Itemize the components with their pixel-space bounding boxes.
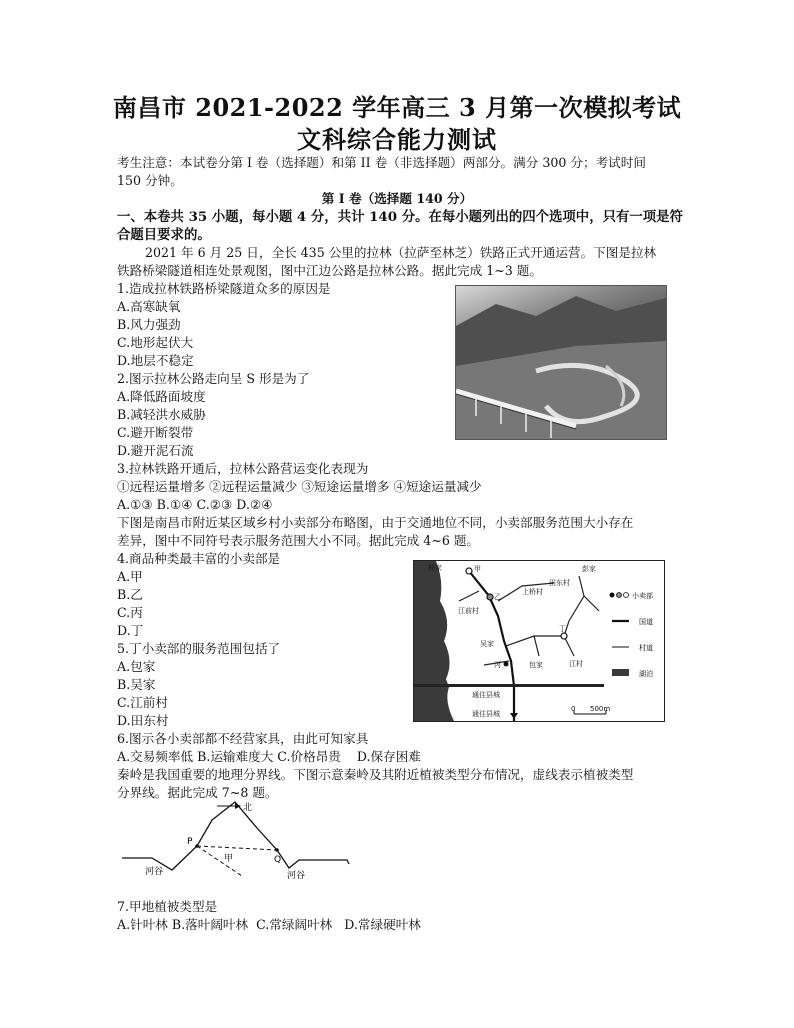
profile-area-jia: 甲: [224, 854, 234, 864]
legend-shops: 小卖部: [632, 592, 653, 600]
q1-stem: 1.造成拉林铁路桥梁隧道众多的原因是: [117, 281, 331, 296]
map-legend: [610, 591, 654, 678]
notice-line-2: 150 分钟。: [117, 173, 183, 188]
q1-option-c: C.地形起伏大: [117, 335, 194, 350]
q3-choices: ①远程运量增多 ②远程运量减少 ③短途运量增多 ④短途运量减少: [117, 479, 482, 494]
profile-valley-right: 河谷: [287, 871, 306, 881]
q4-option-b: B.乙: [117, 587, 143, 602]
map-label-jiangcun: 江村: [569, 660, 583, 668]
shop-map-drawing: [414, 561, 664, 721]
notice-line-1: 考生注意：本试卷分第 I 卷（选择题）和第 II 卷（非选择题）两部分。满分 300 分；考试时间: [117, 155, 646, 170]
q2-option-b: B.减轻洪水威胁: [117, 407, 206, 422]
q5-stem: 5.丁小卖部的服务范围包括了: [117, 641, 281, 656]
passage1-line-2: 铁路桥梁隧道相连处景观图，图中江边公路是拉林公路。据此完成 1~3 题。: [117, 263, 542, 278]
q4-option-a: A.甲: [117, 569, 143, 584]
lake-area: [414, 561, 450, 687]
vegetation-boundary-lower: [197, 846, 242, 876]
map-label-yi: 乙: [494, 593, 501, 601]
vegetation-boundary-upper: [197, 846, 277, 850]
map-scale-zero: 0: [571, 705, 576, 713]
q4-option-c: C.丙: [117, 605, 143, 620]
map-label-bing: 丙: [494, 661, 501, 669]
boundary-band: [414, 684, 604, 687]
q1-option-a: A.高寒缺氧: [117, 299, 181, 314]
map-label-to-county-2: 通往县城: [472, 710, 500, 718]
lake-area-south: [414, 687, 454, 721]
q2-option-c: C.避开断裂带: [117, 425, 194, 440]
q5-option-c: C.江前村: [117, 695, 168, 710]
q6-options: A.交易频率低 B.运输难度大 C.价格昂贵 D.保存困难: [117, 749, 421, 764]
passage3-line-2: 分界线。据此完成 7~8 题。: [117, 785, 278, 800]
section-instruction-1: 一、本卷共 35 小题，每小题 4 分，共计 140 分。在每小题列出的四个选项中，只有一项是符: [117, 209, 683, 225]
profile-valley-left: 河谷: [145, 867, 164, 877]
map-label-wujia: 吴家: [480, 640, 494, 648]
legend-village-road: 村道: [639, 644, 653, 652]
passage3-line-1: 秦岭是我国重要的地理分界线。下图示意秦岭及其附近植被类型分布情况，虚线表示植被类型: [117, 767, 634, 782]
map-label-yangjia: 杨家: [428, 564, 442, 572]
profile-point-q: Q: [274, 855, 282, 865]
exam-subtitle: 文科综合能力测试: [297, 125, 497, 154]
q1-option-d: D.地层不稳定: [117, 353, 194, 368]
legend-national-road: 国道: [639, 618, 653, 626]
map-label-tiandongcun: 田东村: [549, 579, 570, 587]
shop-distribution-map: [413, 560, 665, 722]
q7-options: A.针叶林 B.落叶阔叶林 C.常绿阔叶林 D.常绿硬叶林: [117, 917, 421, 932]
passage1-line-1: 2021 年 6 月 25 日，全长 435 公里的拉林（拉萨至林芝）铁路正式开通运营。下图是拉林: [145, 245, 657, 260]
profile-north-label: 北: [243, 803, 253, 813]
shop-bing-marker: [504, 662, 509, 667]
q6-stem: 6.图示各小卖部都不经营家具，由此可知家具: [117, 731, 369, 746]
q2-option-a: A.降低路面坡度: [117, 389, 206, 404]
shop-jia-marker: [466, 568, 472, 574]
q4-stem: 4.商品种类最丰富的小卖部是: [117, 551, 281, 566]
q3-options: A.①③ B.①④ C.②③ D.②④: [117, 497, 273, 512]
map-label-jia: 甲: [474, 565, 481, 573]
qinling-profile-drawing: [117, 798, 357, 890]
railway-bridge-photo: [455, 285, 667, 440]
map-label-to-county-1: 通往县城: [472, 691, 500, 699]
q2-stem: 2.图示拉林公路走向呈 S 形是为了: [117, 371, 310, 386]
q5-option-b: B.吴家: [117, 677, 156, 692]
passage2-line-1: 下图是南昌市附近某区域乡村小卖部分布略图，由于交通地位不同，小卖部服务范围大小存在: [117, 515, 634, 530]
map-label-pengjia: 彭家: [582, 565, 596, 573]
map-scale-length: 500m: [590, 705, 611, 713]
qinling-profile-diagram: [117, 798, 357, 890]
section-instruction-2: 合题目要求的。: [117, 227, 211, 243]
profile-point-p: P: [187, 837, 193, 847]
q3-stem: 3.拉林铁路开通后，拉林公路营运变化表现为: [117, 461, 369, 476]
shop-yi-marker: [487, 594, 493, 600]
section-title: 第 I 卷（选择题 140 分）: [321, 191, 473, 206]
exam-title: 南昌市 2021-2022 学年高三 3 月第一次模拟考试: [112, 93, 682, 122]
map-label-shangqiaocun: 上桥村: [522, 588, 543, 596]
map-label-baojia: 包家: [529, 661, 543, 669]
q1-option-b: B.风力强劲: [117, 317, 181, 332]
legend-lake: 湖泊: [639, 670, 653, 678]
q7-stem: 7.甲地植被类型是: [117, 899, 218, 914]
q5-option-a: A.包家: [117, 659, 156, 674]
map-label-jiangqiancun: 江前村: [458, 607, 479, 615]
q2-option-d: D.避开泥石流: [117, 443, 194, 458]
passage2-line-2: 差异，图中不同符号表示服务范围大小不同。据此完成 4~6 题。: [117, 533, 480, 548]
shop-ding-marker: [561, 633, 567, 639]
map-label-ding: 丁: [559, 625, 566, 633]
railway-bridge-illustration: [456, 286, 666, 439]
q4-option-d: D.丁: [117, 623, 144, 638]
q5-option-d: D.田东村: [117, 713, 169, 728]
